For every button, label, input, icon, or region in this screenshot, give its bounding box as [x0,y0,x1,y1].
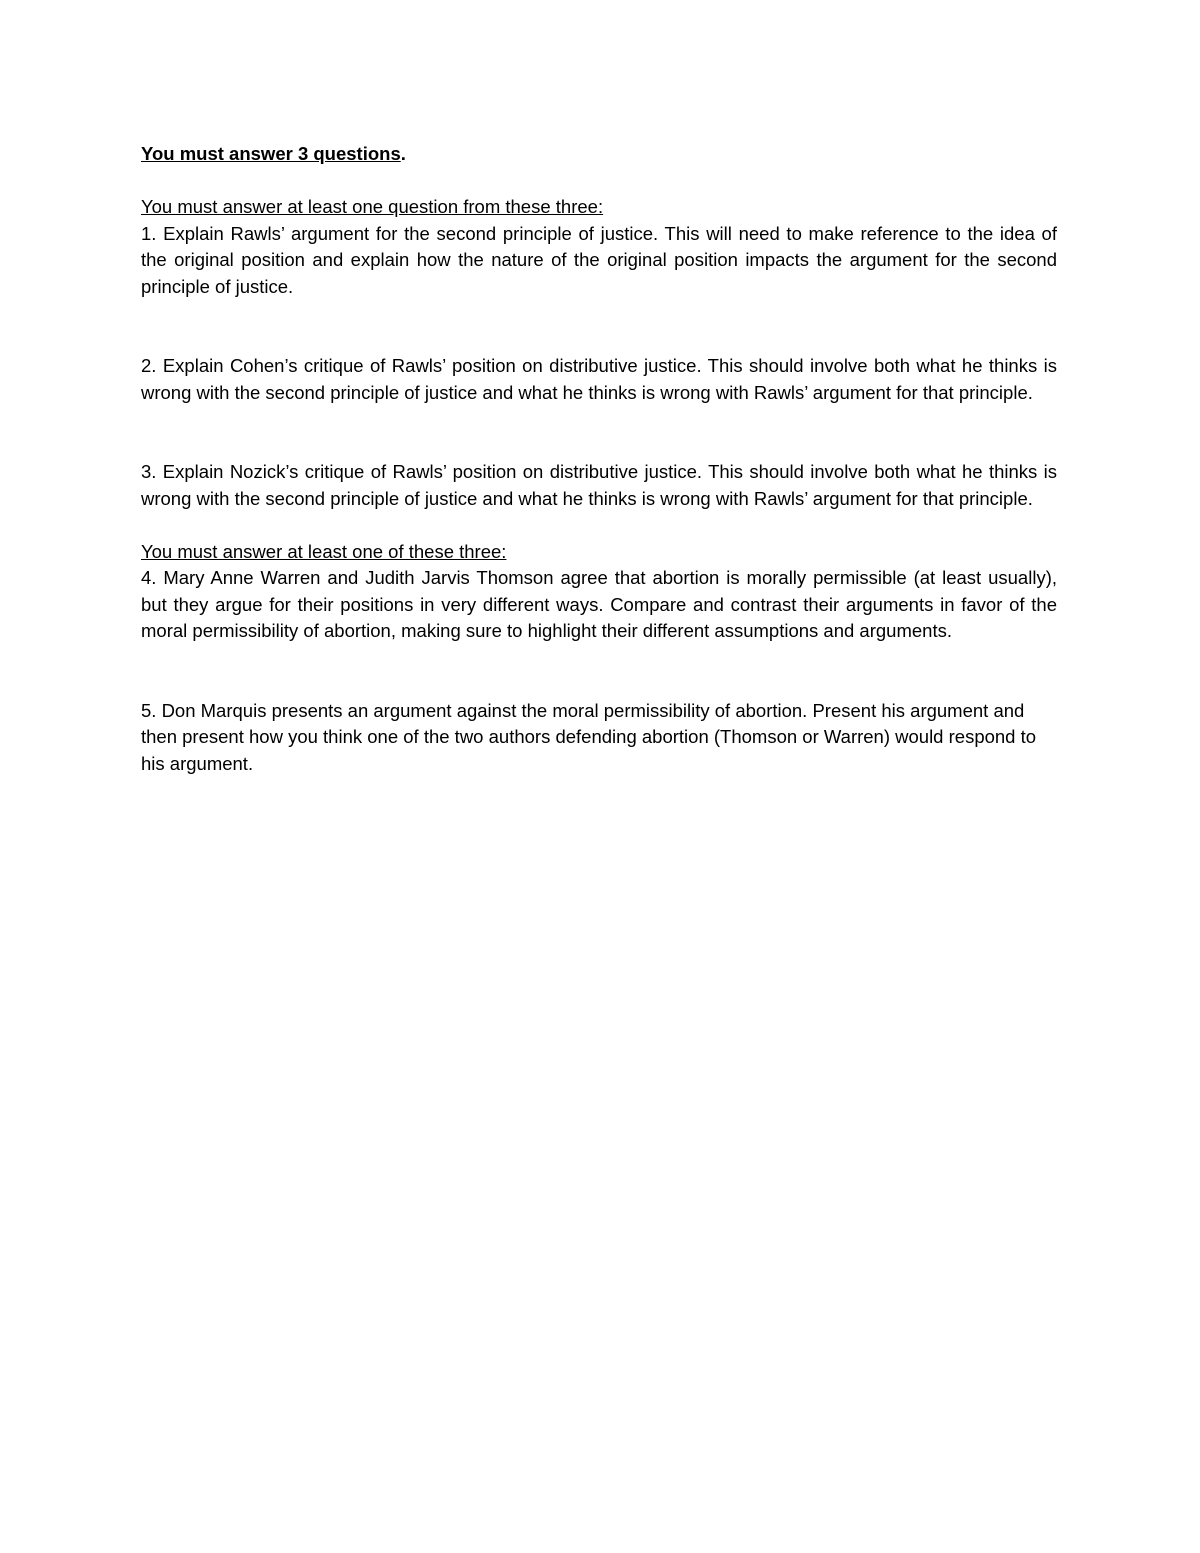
heading-text: You must answer 3 questions [141,143,401,164]
question-3: 3. Explain Nozick’s critique of Rawls’ position on distributive justice. This should involve both what he thinks is wrong with the second principle of justice and what he thinks is wrong with Rawls’ argument for that principle. [141,461,1057,509]
question-4: 4. Mary Anne Warren and Judith Jarvis Thomson agree that abortion is morally permissible (at least usually), but they argue for their positions in very different ways. Compare and contrast their arguments in favor of the moral permissibility of abortion, making sure to highlight their different assumptions and arguments. [141,567,1057,641]
document-body [141,141,1057,777]
question-5: 5. Don Marquis presents an argument against the moral permissibility of abortion. Present his argument and then present how you think one of the two authors defending abortion (Thomson or Warren) would respond to his argument. [141,699,1037,774]
heading-period: . [400,143,406,164]
spacer [141,645,1057,698]
spacer [141,406,1057,459]
page-heading [141,141,1057,168]
spacer [141,512,1057,539]
question-1: 1. Explain Rawls’ argument for the second principle of justice. This will need to make reference to the idea of the original position and explain how the nature of the original position impacts the argument for the second principle of justice. [141,222,1057,297]
section-a-label: You must answer at least one question from these three: [141,196,604,217]
spacer [141,300,1057,353]
question-2: 2. Explain Cohen’s critique of Rawls’ position on distributive justice. This should involve both what he thinks is wrong with the second principle of justice and what he thinks is wrong with Rawls’ argument for that principle. [141,355,1057,403]
section-b-label: You must answer at least one of these three: [141,540,507,562]
spacer [141,168,1057,195]
